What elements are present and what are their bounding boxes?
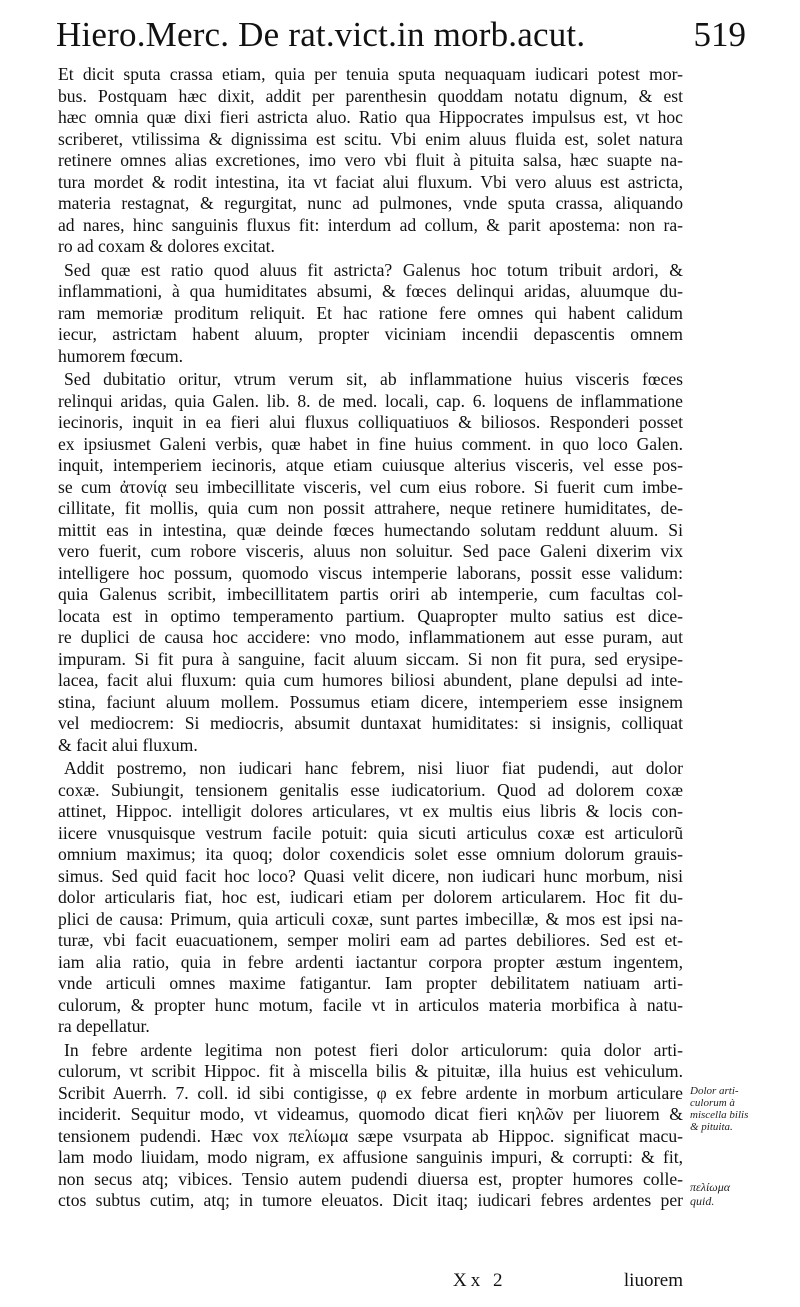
text-line: lacea, facit alui fluxum: quia cum humores biliosi abundent, plane depulsi ad inte- bbox=[58, 670, 683, 690]
text-line: re duplici de causa hoc accidere: vno modo, inflammationem aut esse puram, aut bbox=[58, 627, 683, 647]
margin-note-line: Dolor arti- bbox=[690, 1085, 739, 1097]
margin-note-line: culorum à bbox=[690, 1097, 735, 1109]
text-line: inquit, intemperiem iecinoris, atque etiam cuiusque alterius visceris, vel esse pos- bbox=[58, 455, 683, 475]
text-line: hæc omnia quæ dixi fieri astricta aluo. Ratio qua Hippocrates impulsus est, vt hoc bbox=[58, 107, 683, 127]
text-line: vel mediocrem: Si mediocris, absumit duntaxat humiditates: si insignis, colliquat bbox=[58, 713, 683, 733]
text-line: ra depellatur. bbox=[58, 1016, 150, 1036]
text-line: Addit postremo, non iudicari hanc febrem, nisi liuor fiat pudendi, aut dolor bbox=[64, 758, 683, 778]
text-line: relinqui aridas, quia Galen. lib. 8. de med. locali, cap. 6. loquens de inflammatione bbox=[58, 390, 683, 411]
text-line: Sed quæ est ratio quod aluus fit astricta? Galenus hoc totum tribuit ardori, & bbox=[64, 259, 683, 280]
text-line: retinere omnes alias excretiones, imo vero vbi fluit à pituita salsa, hæc suapte na- bbox=[58, 150, 683, 170]
text-line: bus. Postquam hæc dixit, addit per parenthesin quoddam notatu dignum, & est bbox=[58, 85, 683, 106]
text-line: dolor articularis fiat, hoc est, iudicari etiam per dolorem articularem. Hoc fit du- bbox=[58, 887, 683, 907]
paragraph bbox=[58, 260, 683, 368]
text-line: Et dicit sputa crassa etiam, quia per tenuia sputa nequaquam iudicari potest mor- bbox=[58, 64, 683, 84]
text-line: tensionem pudendi. Hæc vox πελίωμα sæpe vsurpata ab Hippoc. significat macu- bbox=[58, 1125, 683, 1146]
paragraph bbox=[58, 758, 683, 1038]
text-line: attinet, Hippoc. intelligit dolores articulares, vt ex multis eius libris & locis con- bbox=[58, 801, 683, 821]
text-line: simus. Sed quid facit hoc loco? Quasi velit dicere, non iudicari hunc morbum, nisi bbox=[58, 865, 683, 886]
text-line: cillitate, fit mollis, quia cum non possit attrahere, neque retinere humiditates, de- bbox=[58, 498, 683, 518]
text-line: se cum ἀτονίᾳ seu imbecillitate visceris, vel cum eius robore. Si fuerit cum imbe- bbox=[58, 476, 683, 497]
text-line: stina, faciunt aluum mollem. Possumus etiam dicere, intemperiem esse insignem bbox=[58, 691, 683, 712]
text-line: iecinoris, inquit in ea fieri alui fluxus colliquatiuos & biliosos. Responderi posset bbox=[58, 412, 683, 432]
text-line: inflammationi, à qua humiditates absumi, & fœces delinqui aridas, aluumque du- bbox=[58, 281, 683, 301]
margin-note-line: miscella bilis bbox=[690, 1109, 749, 1121]
text-line: vero fuerit, cum robore visceris, aluus non soluitur. Sed pace Galeni dixerim vix bbox=[58, 541, 683, 561]
text-line: ad nares, hinc sanguinis fluxus fit: interdum ad collum, & parit apostema: non ra- bbox=[58, 214, 683, 235]
text-line: iam alia ratio, quia in febre ardenti iactantur corpora propter æstum ingentem, bbox=[58, 951, 683, 972]
text-line: ex ipsiusmet Galeni verbis, quæ habet in fine huius comment. in quo loco Galen. bbox=[58, 433, 683, 454]
text-line: culorum, vt scribit Hippoc. fit à miscella bilis & pituitæ, illa huius est vehiculum. bbox=[58, 1061, 683, 1081]
text-line: coxæ. Subiungit, tensionem genitalis esse iudicatorium. Quod ad dolorem coxæ bbox=[58, 779, 683, 800]
text-line: intelligere hoc possum, quomodo viscus intemperie laborans, possit esse validum: bbox=[58, 562, 683, 583]
page-number: 519 bbox=[693, 15, 746, 54]
text-line: materia restagnat, & regurgitat, nunc ad pulmones, vnde sputa crassa, aliquando bbox=[58, 193, 683, 213]
text-line: ram memoriæ proditum reliquit. Et hac ratione fere omnes qui habent calidum bbox=[58, 302, 683, 323]
margin-note-line: & pituita. bbox=[690, 1121, 733, 1133]
margin-note-pelioma bbox=[690, 1180, 782, 1208]
text-line: inciderit. Sequitur modo, vt videamus, quomodo dicat fieri κηλῶν per liuorem & bbox=[58, 1104, 683, 1124]
paragraph bbox=[58, 64, 683, 258]
text-line: impuram. Si fit pura à sanguine, facit aluum siccam. Si non fit pura, sed erysipe- bbox=[58, 648, 683, 669]
text-line: mittit eas in intestina, quæ deinde fœces humectando solutam reddunt aluum. Si bbox=[58, 519, 683, 540]
text-line: humorem fœcum. bbox=[58, 345, 184, 366]
text-line: plici de causa: Primum, quia articuli coxæ, sunt partes imbecillæ, & mos est ipsi na- bbox=[58, 908, 683, 929]
text-line: tura mordet & rodit intestina, ita vt faciat alui fluxum. Vbi vero aluus est astricta, bbox=[58, 171, 683, 192]
text-line: scriberet, vtilissima & dignissima est scitu. Vbi enim aluus fluida est, solet natura bbox=[58, 128, 683, 149]
text-line: lam modo liuidam, modo nigram, ex affusione sanguinis impuri, & corrupti: & fit, bbox=[58, 1147, 683, 1167]
text-line: quia Galenus scribit, imbecillitatem partis oriri ab intemperie, cum facultas col- bbox=[58, 584, 683, 604]
text-line: ctos subtus cutim, atq; in tumore eleuatos. Dicit itaq; iudicari febres ardentes per bbox=[58, 1190, 683, 1210]
text-line: & facit alui fluxum. bbox=[58, 734, 198, 755]
margin-note-dolor-articulorum bbox=[690, 1085, 782, 1133]
signature-mark: Xx 2 bbox=[453, 1270, 507, 1291]
catchword: liuorem bbox=[623, 1270, 683, 1291]
text-line: omnium maximus; ita quoq; dolor coxendicis solet esse omnium dolorum grauis- bbox=[58, 844, 683, 864]
text-line: Scribit Auerrh. 7. coll. id sibi contigisse, φ ex febre ardente in morbum articulare bbox=[58, 1082, 683, 1103]
text-line: ro ad coxam & dolores excitat. bbox=[58, 236, 275, 256]
body-text bbox=[58, 64, 683, 1214]
margin-note-line: quid. bbox=[690, 1194, 715, 1208]
running-head: Hiero.Merc. De rat.vict.in morb.acut. bbox=[56, 15, 586, 54]
paragraph bbox=[58, 369, 683, 756]
text-line: turæ, vbi facit euacuationem, semper moliri eam ad partes debiliores. Sed est et- bbox=[58, 930, 683, 950]
paragraph bbox=[58, 1040, 683, 1212]
page-header bbox=[56, 12, 746, 62]
text-line: vnde articuli omnes maxime fatigantur. Iam propter debilitatem natiuam arti- bbox=[58, 973, 683, 993]
text-line: non secus atq; vibices. Tensio autem pudendi diuersa est, propter humores colle- bbox=[58, 1168, 683, 1189]
text-line: culorum, & propter hunc motum, facile vt in articulos materia morbifica à natu- bbox=[58, 994, 683, 1015]
margin-note-line: πελίωμα bbox=[690, 1180, 731, 1194]
text-line: iecur, astrictam habent aluum, propter viciniam incendii depascentis omnem bbox=[58, 324, 683, 344]
text-line: Sed dubitatio oritur, vtrum verum sit, ab inflammatione huius visceris fœces bbox=[64, 369, 683, 389]
page-footer bbox=[58, 1268, 683, 1298]
text-line: In febre ardente legitima non potest fieri dolor articulorum: quia dolor arti- bbox=[64, 1039, 683, 1060]
text-line: iicere vnusquisque vestrum facile potuit: quia sicuti articulus coxæ est articulorũ bbox=[58, 822, 683, 843]
text-line: locata est in optimo temperamento partium. Quapropter multo satius est dice- bbox=[58, 605, 683, 626]
